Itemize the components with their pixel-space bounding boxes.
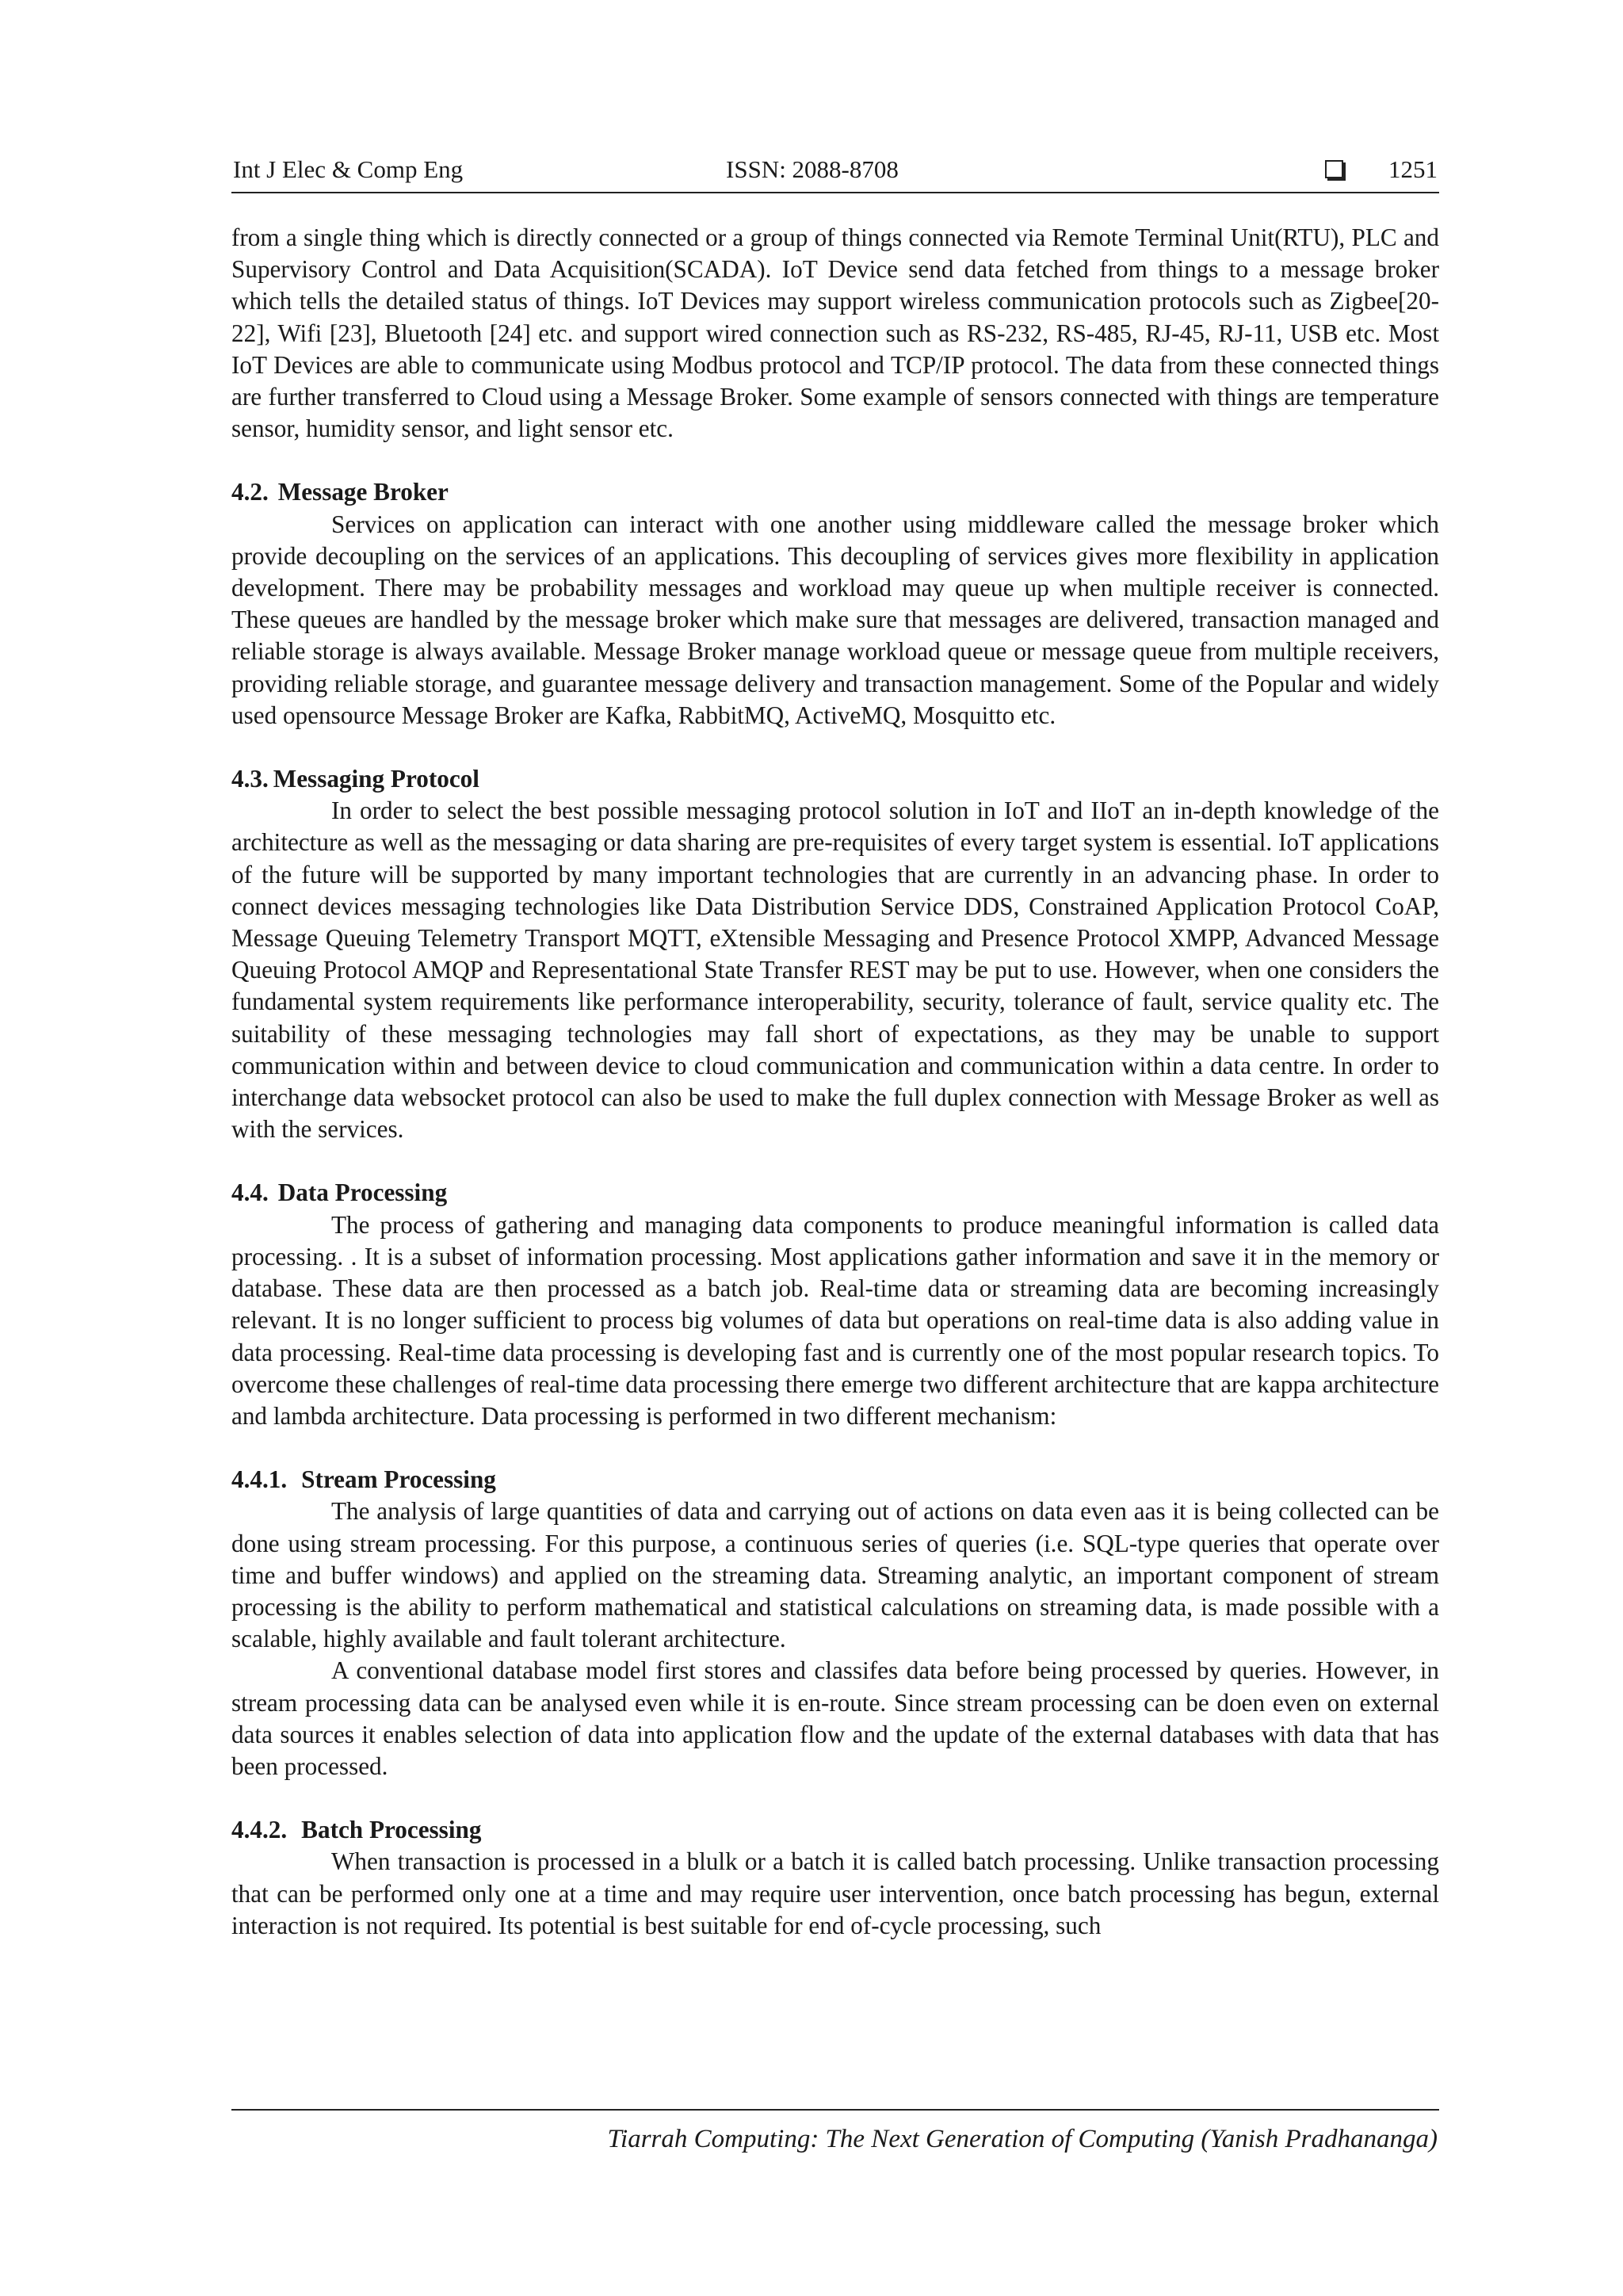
issn: ISSN: 2088-8708 [726, 155, 899, 183]
section-stream-processing [231, 1464, 1439, 1782]
article-body [231, 222, 1439, 1942]
section-heading: 4.4.2. Batch Processing [231, 1816, 482, 1844]
section-paragraph: In order to select the best possible messaging protocol solution in IoT and IIoT an in-depth knowledge of the architecture as well as the messaging or data sharing are pre-requisites of every target system is essential. IoT applications of the future will be supported by many important technologies that are currently in an advancing phase. In order to connect devices messaging technologies like Data Distribution Service DDS, Constrained Application Protocol CoAP, Message Queuing Telemetry Transport MQTT, eXtensible Messaging and Presence Protocol XMPP, Advanced Message Queuing Protocol AMQP and Representational State Transfer REST may be put to use. However, when one considers the fundamental system requirements like performance interoperability, security, tolerance of fault, service quality etc. The suitability of these messaging technologies may fall short of expectations, as they may be unable to support communication within and between device to cloud communication and communication within a data centre. In order to interchange data websocket protocol can also be used to make the full duplex connection with Message Broker as well as with the services. [231, 797, 1439, 1144]
section-heading: 4.2. Message Broker [231, 478, 449, 506]
section-heading: 4.4. Data Processing [231, 1179, 448, 1207]
section-paragraph: When transaction is processed in a blulk or a batch it is called batch processing. Unlike transaction processing that can be performed only one at a time and may require user intervention, once batch processing has begun, external interaction is not required. Its potential is best suitable for end of-cycle processing, such [231, 1847, 1439, 1939]
journal-name: Int J Elec & Comp Eng [233, 155, 464, 183]
section-paragraph: The process of gathering and managing data components to produce meaningful information is called data processing. . It is a subset of information processing. Most applications gather information and save it in the memory or database. These data are then processed as a batch job. Real-time data or streaming data are becoming increasingly relevant. It is no longer sufficient to process big volumes of data but operations on real-time data is also adding value in data processing. Real-time data processing is developing fast and is currently one of the most popular research topics. To overcome these challenges of real-time data processing there emerge two different architecture that are kappa architecture and lambda architecture. Data processing is performed in two different mechanism: [231, 1210, 1439, 1430]
running-footer [231, 2109, 1439, 2153]
section-messaging-protocol [231, 763, 1439, 1145]
section-data-processing [231, 1177, 1439, 1432]
section-heading: 4.3. Messaging Protocol [231, 765, 479, 793]
section-message-broker [231, 476, 1439, 732]
intro-paragraph: from a single thing which is directly connected or a group of things connected via Remote Terminal Unit(RTU), PLC and Supervisory Control and Data Acquisition(SCADA). IoT Device send data fetched from things to a message broker which tells the detailed status of things. IoT Devices may support wireless communication protocols such as Zigbee[20-22], Wifi [23], Bluetooth [24] etc. and support wired connection such as RS-232, RS-485, RJ-45, RJ-11, USB etc. Most IoT Devices are able to communicate using Modbus protocol and TCP/IP protocol. The data from these connected things are further transferred to Cloud using a Message Broker. Some example of sensors connected with things are temperature sensor, humidity sensor, and light sensor etc. [231, 223, 1439, 443]
section-batch-processing [231, 1814, 1439, 1942]
square-bullet-icon [1325, 160, 1343, 178]
section-paragraph: Services on application can interact with one another using middleware called the message broker which provide decoupling on the services of an applications. This decoupling of services gives more flexibility in application development. There may be probability messages and workload may queue up when multiple receiver is connected. These queues are handled by the message broker which make sure that messages are delivered, transaction managed and reliable storage is always available. Message Broker manage workload queue or message queue from multiple receivers, providing reliable storage, and guarantee message delivery and transaction management. Some of the Popular and widely used opensource Message Broker are Kafka, RabbitMQ, ActiveMQ, Mosquitto etc. [231, 510, 1439, 729]
section-paragraph: A conventional database model first stores and classifes data before being processed by queries. However, in stream processing data can be analysed even while it is en-route. Since stream processing can be doen even on external data sources it enables selection of data into application flow and the update of the external databases with data that has been processed. [231, 1656, 1439, 1780]
page-number: 1251 [1388, 155, 1438, 183]
running-header [231, 155, 1439, 193]
section-paragraph: The analysis of large quantities of data and carrying out of actions on data even aas it is being collected can be done using stream processing. For this purpose, a continuous series of queries (i.e. SQL-type queries that operate over time and buffer windows) and applied on the streaming data. Streaming analytic, an important component of stream processing is the ability to perform mathematical and statistical calculations on streaming data, is made possible with a scalable, highly available and fault tolerant architecture. [231, 1497, 1439, 1653]
footer-citation: Tiarrah Computing: The Next Generation of Computing (Yanish Pradhananga) [607, 2125, 1438, 2153]
section-heading: 4.4.1. Stream Processing [231, 1465, 496, 1494]
